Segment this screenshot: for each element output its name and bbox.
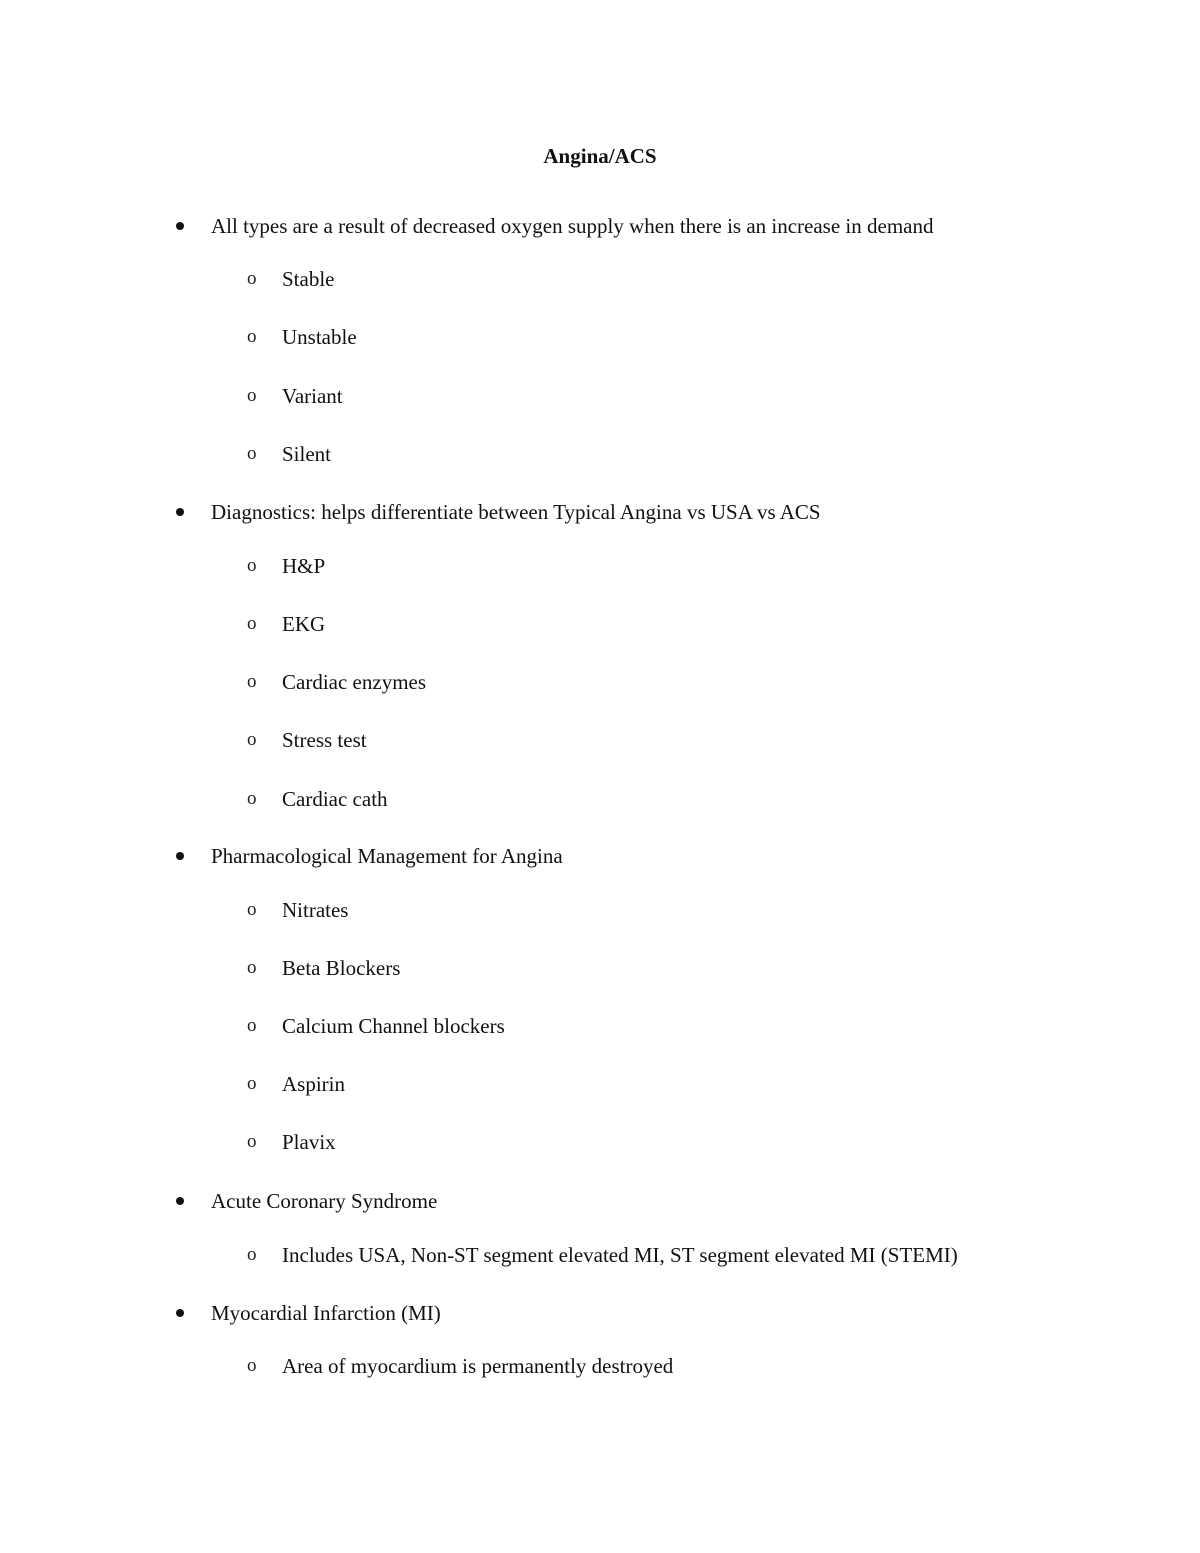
bullet-text: Acute Coronary Syndrome: [211, 1189, 438, 1213]
sub-item-text: Cardiac cath: [282, 787, 388, 811]
sub-item-text: Stable: [282, 267, 335, 291]
bullet-text: Pharmacological Management for Angina: [211, 844, 563, 868]
sub-item-text: EKG: [282, 612, 326, 636]
sub-bullet-o-icon: o: [247, 555, 257, 576]
sub-bullet-o-icon: o: [247, 268, 257, 289]
bullet-dot-icon: [176, 852, 184, 860]
sub-bullet-o-icon: o: [247, 1073, 257, 1094]
sub-item-text: Plavix: [282, 1130, 336, 1154]
bullet-text: Diagnostics: helps differentiate between Typical Angina vs USA vs ACS: [211, 500, 821, 524]
sub-item-text: Stress test: [282, 728, 367, 752]
sub-item-text: Variant: [282, 384, 343, 408]
sub-item-text: H&P: [282, 554, 326, 578]
sub-item-text: Beta Blockers: [282, 956, 401, 980]
sub-item-text: Calcium Channel blockers: [282, 1014, 505, 1038]
bullet-dot-icon: [176, 508, 184, 516]
sub-item-text: Cardiac enzymes: [282, 670, 427, 694]
sub-bullet-o-icon: o: [247, 671, 257, 692]
bullet-dot-icon: [176, 1197, 184, 1205]
sub-bullet-o-icon: o: [247, 613, 257, 634]
sub-bullet-o-icon: o: [247, 326, 257, 347]
sub-item-text: Unstable: [282, 325, 357, 349]
sub-bullet-o-icon: o: [247, 1244, 257, 1265]
sub-bullet-o-icon: o: [247, 899, 257, 920]
bullet-dot-icon: [176, 222, 184, 230]
sub-item-text: Silent: [282, 442, 332, 466]
bullet-text: Myocardial Infarction (MI): [211, 1301, 441, 1325]
sub-bullet-o-icon: o: [247, 443, 257, 464]
sub-bullet-o-icon: o: [247, 957, 257, 978]
sub-bullet-o-icon: o: [247, 1355, 257, 1376]
sub-item-text: Includes USA, Non-ST segment elevated MI, ST segment elevated MI (STEMI): [282, 1243, 958, 1267]
sub-bullet-o-icon: o: [247, 1015, 257, 1036]
document-title: Angina/ACS: [543, 144, 657, 168]
sub-bullet-o-icon: o: [247, 729, 257, 750]
bullet-dot-icon: [176, 1309, 184, 1317]
bullet-text: All types are a result of decreased oxygen supply when there is an increase in demand: [211, 214, 934, 238]
sub-bullet-o-icon: o: [247, 788, 257, 809]
sub-item-text: Aspirin: [282, 1072, 345, 1096]
sub-bullet-o-icon: o: [247, 385, 257, 406]
sub-item-text: Area of myocardium is permanently destroyed: [282, 1354, 674, 1378]
sub-bullet-o-icon: o: [247, 1131, 257, 1152]
sub-item-text: Nitrates: [282, 898, 349, 922]
